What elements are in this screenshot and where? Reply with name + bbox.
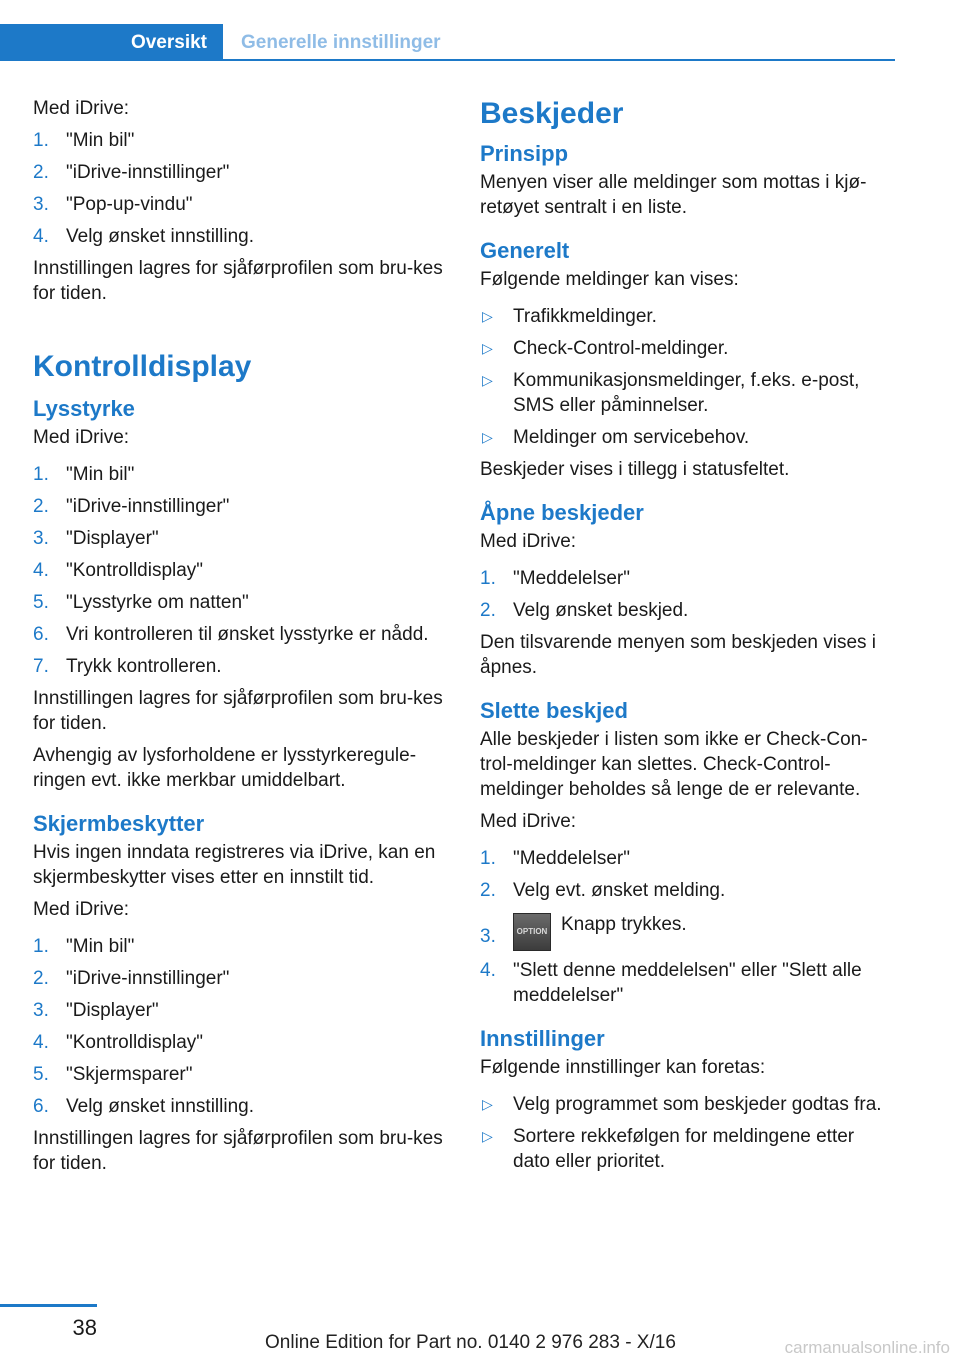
list-item: 4. Velg ønsket innstilling.	[33, 226, 254, 247]
apne-note: Den tilsvarende menyen som beskjeden vises i åpnes.	[480, 632, 877, 678]
list-item: 1. "Min bil"	[33, 464, 135, 485]
heading-skjermbeskytter: Skjermbeskytter	[33, 811, 205, 836]
step-number: 4.	[33, 560, 49, 581]
step-number: 5.	[33, 592, 49, 613]
bullets-meldinger	[480, 304, 895, 450]
heading-apne-beskjeder: Åpne beskjeder	[480, 500, 644, 525]
list-item: 1. "Meddelelser"	[480, 568, 630, 589]
left-column	[33, 96, 448, 1183]
triangle-bullet-icon: ▷	[482, 429, 493, 445]
list-item: 4. "Kontrolldisplay"	[33, 1032, 204, 1053]
step-number: 6.	[33, 1096, 49, 1117]
tab-generelle-innstillinger[interactable]: Generelle innstillinger	[241, 31, 441, 53]
apne-intro: Med iDrive:	[480, 531, 577, 552]
step-number: 2.	[480, 600, 496, 621]
step-number: 2.	[33, 162, 49, 183]
generelt-intro: Følgende meldinger kan vises:	[480, 269, 739, 290]
step-number: 1.	[480, 568, 496, 589]
triangle-bullet-icon: ▷	[482, 372, 493, 388]
steps-lysstyrke	[33, 462, 448, 679]
steps-popup	[33, 128, 448, 249]
generelt-note: Beskjeder vises i tillegg i statusfeltet.	[480, 459, 790, 480]
list-item: 5. "Skjermsparer"	[33, 1064, 193, 1085]
list-item: ▷ Kommunikasjonsmeldinger, f.eks. e-post, SMS eller påminnelser.	[482, 370, 860, 416]
note-lysforhold: Avhengig av lysforholdene er lysstyrkeregule-ringen evt. ikke merkbar umiddelbart.	[33, 745, 417, 791]
right-column	[480, 96, 895, 1181]
step-number: 2.	[33, 968, 49, 989]
step-number: 3.	[33, 528, 49, 549]
heading-generelt: Generelt	[480, 238, 570, 263]
list-item: 2. "iDrive-innstillinger"	[33, 162, 230, 183]
note-profile-2: Innstillingen lagres for sjåførprofilen som bru-kes for tiden.	[33, 688, 443, 734]
step-number: 4.	[33, 1032, 49, 1053]
list-item: ▷ Sortere rekkefølgen for meldingene etter dato eller prioritet.	[482, 1126, 855, 1172]
step-number: 1.	[33, 130, 49, 151]
triangle-bullet-icon: ▷	[482, 340, 493, 356]
footer-rule	[0, 1304, 97, 1307]
bullets-innstillinger	[480, 1092, 895, 1174]
watermark: carmanualsonline.info	[784, 1338, 950, 1357]
list-item: 1. "Min bil"	[33, 130, 135, 151]
list-item: 1. "Min bil"	[33, 936, 135, 957]
slette-text: Alle beskjeder i listen som ikke er Check-Con-trol-meldinger kan slettes. Check-Control-meldinger beholdes så lenge de er relevante.	[480, 729, 868, 800]
step-number: 3.	[33, 194, 49, 215]
list-item: 3. "Displayer"	[33, 528, 159, 549]
section-title-beskjeder: Beskjeder	[480, 97, 624, 130]
step-number: 4.	[480, 960, 496, 981]
skjermbeskytter-text: Hvis ingen inndata registreres via iDrive, kan en skjermbeskytter vises etter en innstilt tid.	[33, 842, 436, 888]
list-item: 6. Vri kontrolleren til ønsket lysstyrke er nådd.	[33, 624, 429, 645]
intro-text: Med iDrive:	[33, 98, 130, 119]
note-profile-3: Innstillingen lagres for sjåførprofilen som bru-kes for tiden.	[33, 1128, 443, 1174]
heading-slette-beskjed: Slette beskjed	[480, 698, 628, 723]
lysstyrke-intro: Med iDrive:	[33, 427, 130, 448]
step-number: 1.	[480, 848, 496, 869]
list-item: 2. Velg ønsket beskjed.	[480, 600, 689, 621]
step-number: 1.	[33, 936, 49, 957]
steps-skjermsparer	[33, 934, 448, 1119]
prinsipp-text: Menyen viser alle meldinger som mottas i kjø-retøyet sentralt i en liste.	[480, 172, 867, 218]
header-rule	[223, 59, 895, 61]
heading-innstillinger: Innstillinger	[480, 1026, 605, 1051]
step-number: 1.	[33, 464, 49, 485]
steps-slette	[480, 846, 895, 1008]
step-number: 6.	[33, 624, 49, 645]
triangle-bullet-icon: ▷	[482, 1128, 493, 1144]
list-item: ▷ Trafikkmeldinger.	[482, 306, 657, 327]
skjermbeskytter-intro: Med iDrive:	[33, 899, 130, 920]
step-number: 2.	[33, 496, 49, 517]
list-item: ▷ Velg programmet som beskjeder godtas fra.	[482, 1094, 882, 1115]
step-number: 5.	[33, 1064, 49, 1085]
triangle-bullet-icon: ▷	[482, 1096, 493, 1112]
list-item: 4. "Slett denne meddelelsen" eller "Slett alle meddelelser"	[480, 960, 862, 1006]
list-item: 2. "iDrive-innstillinger"	[33, 496, 230, 517]
heading-lysstyrke: Lysstyrke	[33, 396, 135, 421]
steps-apne	[480, 566, 895, 623]
step-number: 7.	[33, 656, 49, 677]
tab-oversikt[interactable]: Oversikt	[0, 24, 223, 61]
step-number: 3.	[33, 1000, 49, 1021]
list-item: 7. Trykk kontrolleren.	[33, 656, 222, 677]
list-item: ▷ Check-Control-meldinger.	[482, 338, 729, 359]
option-button-icon: OPTION	[513, 913, 551, 951]
list-item: ▷ Meldinger om servicebehov.	[482, 427, 750, 448]
page-header	[0, 24, 895, 61]
list-item: 1. "Meddelelser"	[480, 848, 630, 869]
list-item: 3. "Pop-up-vindu"	[33, 194, 193, 215]
heading-prinsipp: Prinsipp	[480, 141, 569, 166]
step-number: 2.	[480, 880, 496, 901]
edition-text: Online Edition for Part no. 0140 2 976 283 - X/16	[265, 1332, 676, 1353]
page-number: 38	[72, 1315, 97, 1340]
list-item: 4. "Kontrolldisplay"	[33, 560, 204, 581]
list-item: 5. "Lysstyrke om natten"	[33, 592, 249, 613]
list-item: 6. Velg ønsket innstilling.	[33, 1096, 254, 1117]
list-item: 2. "iDrive-innstillinger"	[33, 968, 230, 989]
list-item: 2. Velg evt. ønsket melding.	[480, 880, 726, 901]
section-title-kontrolldisplay: Kontrolldisplay	[33, 350, 252, 383]
list-item: 3. OPTION Knapp trykkes.	[480, 910, 895, 951]
step-number: 3.	[480, 926, 496, 947]
triangle-bullet-icon: ▷	[482, 308, 493, 324]
slette-intro: Med iDrive:	[480, 811, 577, 832]
innstillinger-intro: Følgende innstillinger kan foretas:	[480, 1057, 766, 1078]
step-number: 4.	[33, 226, 49, 247]
note-profile: Innstillingen lagres for sjåførprofilen som bru-kes for tiden.	[33, 258, 443, 304]
list-item: 3. "Displayer"	[33, 1000, 159, 1021]
